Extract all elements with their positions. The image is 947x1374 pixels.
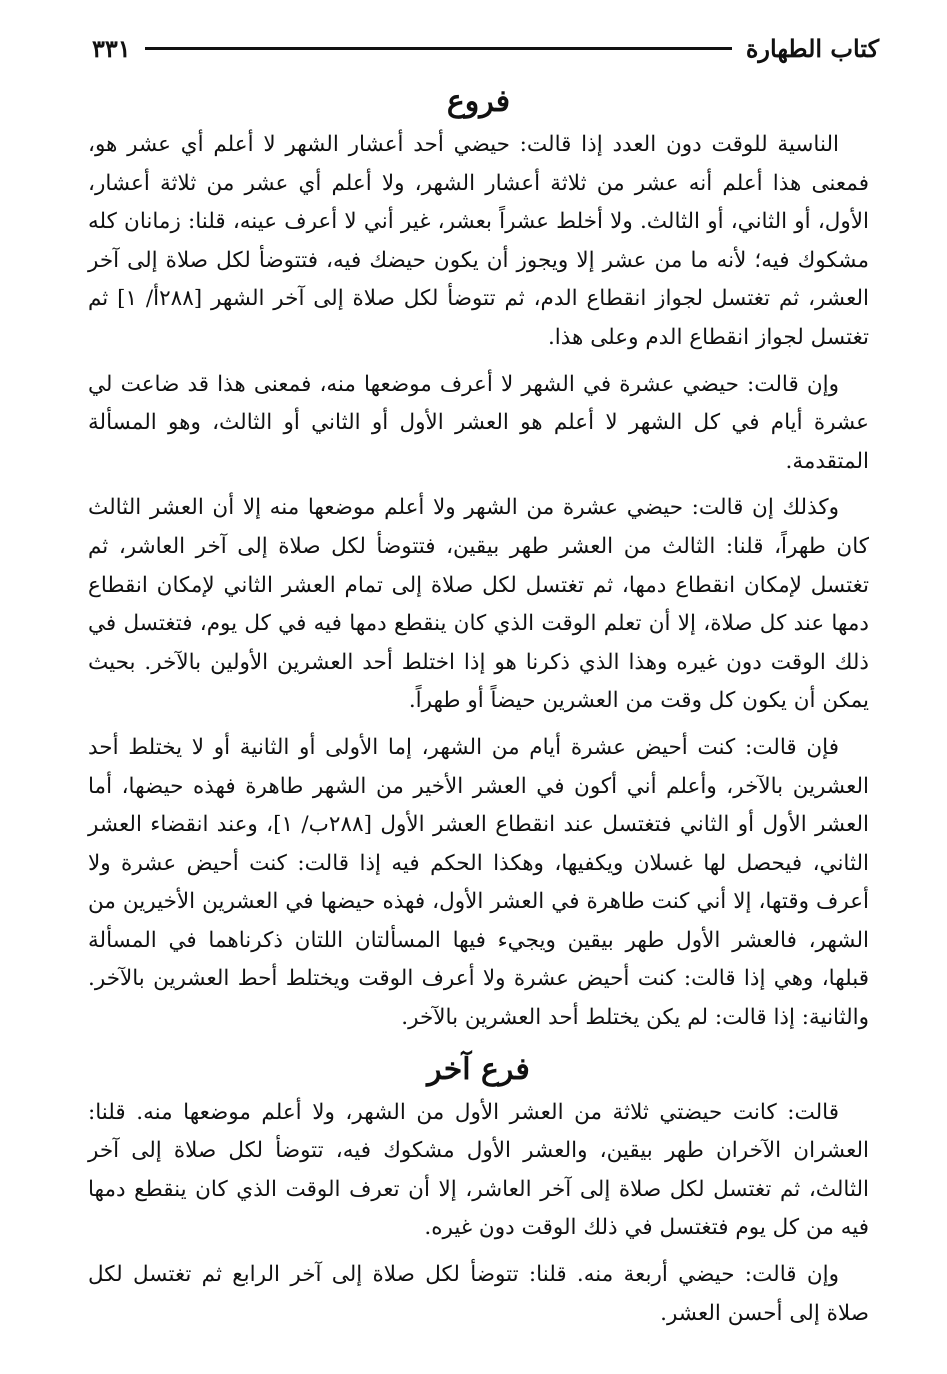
paragraph: فإن قالت: كنت أحيض عشرة أيام من الشهر، إما الأولى أو الثانية أو لا يختلط أحد العشرين بالآخر، وأعلم أني أكون في العشر الأخير من الشهر طاهرة فهذه حيضها، أما العشر الأول أو الثاني فتغتسل عند انقطاع العشر الأول [٢٨٨ب/ ١]، وعند انقضاء العشر الثاني، فيحصل لها غسلان ويكفيها، وهكذا الحكم فيه إذا قالت: كنت أحيض عشرة ولا أعرف وقتها، إلا أني كنت طاهرة في العشر الأول، فهذه حيضها في العشرين الأخيرين من الشهر، فالعشر الأول طهر بيقين ويجيء فيها المسألتان اللتان ذكرناهما في المسألة قبلها، وهي إذا قالت: كنت أحيض عشرة ولا أعرف الوقت ويختلط أحط العشرين بالآخر. والثانية: إذا قالت: لم يكن يختلط أحد العشرين بالآخر. [88, 734, 869, 1031]
paragraph: قالت: كانت حيضتي ثلاثة من العشر الأول من الشهر، ولا أعلم موضعها منه. قلنا: العشران الآخران طهر بيقين، والعشر الأول مشكوك فيه، تتوضأ لكل صلاة إلى آخر الثالث، ثم تغتسل لكل صلاة إلى آخر العاشر، إلا أن تعرف الوقت الذي كان ينقطع دمها فيه من كل يوم فتغتسل في ذلك الوقت دون غيره. [88, 1099, 869, 1241]
section-heading-furu: فروع [446, 84, 511, 119]
section-heading-far-akhar: فرع آخر [427, 1051, 530, 1087]
page-header [92, 28, 879, 68]
paragraph: الناسية للوقت دون العدد إذا قالت: حيضي أحد أعشار الشهر لا أعلم أي عشر هو، فمعنى هذا أعلم أنه عشر من ثلاثة أعشار الشهر، ولا أعلم أي عشر من ثلاثة أعشار، الأول، أو الثاني، أو الثالث. ولا أخلط عشراً بعشر، غير أني لا أعرف عينه، قلنا: زمانان كله مشكوك فيه؛ لأنه ما من عشر إلا ويجوز أن يكون حيضك فيه، فتتوضأ لكل صلاة إلى آخر العشر، ثم تغتسل لجواز انقطاع الدم، ثم تتوضأ لكل صلاة إلى آخر الشهر [٢٨٨أ/ ١] ثم تغتسل لجواز انقطاع الدم وعلى هذا. [88, 132, 869, 350]
running-title: كتاب الطهارة [745, 33, 879, 63]
paragraph: وإن قالت: حيضي أربعة منه. قلنا: تتوضأ لكل صلاة إلى آخر الرابع ثم تغتسل لكل صلاة إلى أحسن العشر. [88, 1262, 869, 1326]
page-number: ٣٣١ [92, 33, 131, 63]
header-rule [145, 47, 732, 50]
page-body [88, 78, 869, 1333]
paragraph: وكذلك إن قالت: حيضي عشرة من الشهر ولا أعلم موضعها منه إلا أن العشر الثالث كان طهراً، قلنا: الثالث من العشر طهر بيقين، فتتوضأ لكل صلاة إلى آخر العاشر، ثم تغتسل لإمكان انقطاع دمها، ثم تغتسل لكل صلاة إلى تمام العشر الثاني لإمكان انقطاع دمها عند كل صلاة، إلا أن تعلم الوقت الذي كان ينقطع دمها فيه في كل يوم، فتغتسل في ذلك الوقت دون غيره وهذا الذي ذكرنا هو إذا اختلط أحد العشرين الأولين بالآخر. بحيث يمكن أن يكون كل وقت من العشرين حيضاً أو طهراً. [88, 495, 869, 714]
paragraph: وإن قالت: حيضي عشرة في الشهر لا أعرف موضعها منه، فمعنى هذا قد ضاعت لي عشرة أيام في كل الشهر لا أعلم هو العشر الأول أو الثاني أو الثالث، وهو المسألة المتقدمة. [88, 371, 869, 474]
